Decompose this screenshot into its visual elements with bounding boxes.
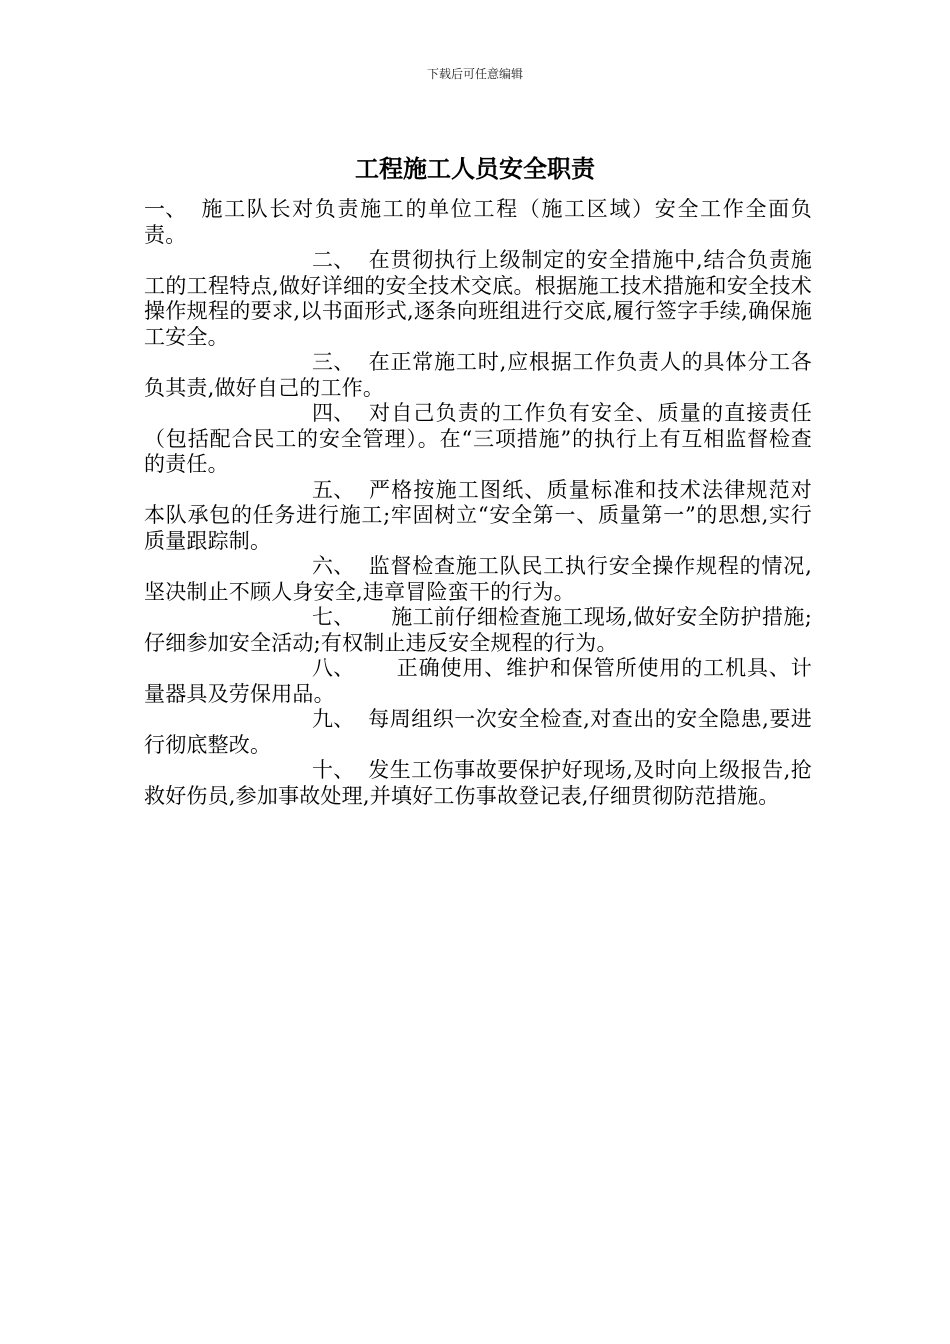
clause-3 [144,350,812,401]
clause-number: 九、 [312,707,355,731]
clause-number: 五、 [312,477,355,502]
clause-4 [144,401,812,478]
clause-text: 发生工伤事故要保护好现场,及时向上级报告,抢救好伤员,参加事故处理,并填好工伤事故登记表,仔细贯彻防范措施。 [144,758,812,808]
document-title: 工程施工人员安全职责 [355,154,595,183]
clause-number: 八、 [312,656,355,680]
clause-text: 严格按施工图纸、质量标准和技术法律规范对本队承包的任务进行施工;牢固树立“安全第一、质量第一”的思想,实行质量跟踪制。 [144,477,812,553]
clause-text: 对自己负责的工作负有安全、质量的直接责任（包括配合民工的安全管理）。在“三项措施”的执行上有互相监督检查的责任。 [144,401,812,476]
clause-number: 四、 [312,401,355,425]
clause-text: 监督检查施工队民工执行安全操作规程的情况,坚决制止不顾人身安全,违章冒险蛮干的行为。 [144,554,812,604]
clause-text: 每周组织一次安全检查,对查出的安全隐患,要进行彻底整改。 [144,707,812,757]
clause-number: 二、 [312,248,355,272]
clause-9 [144,707,812,758]
clause-8 [144,656,812,707]
clause-number: 一、 [144,197,187,221]
clause-text: 施工队长对负责施工的单位工程（施工区域）安全工作全面负责。 [144,197,812,247]
clause-2 [144,248,812,350]
clause-number: 十、 [312,758,355,782]
clause-7 [144,605,812,656]
clause-number: 七、 [312,605,355,629]
clause-5 [144,478,812,555]
clause-text: 施工前仔细检查施工现场,做好安全防护措施;仔细参加安全活动;有权制止违反安全规程的行为。 [144,605,812,655]
clause-1 [144,197,812,248]
clause-text: 在贯彻执行上级制定的安全措施中,结合负责施工的工程特点,做好详细的安全技术交底。根据施工技术措施和安全技术操作规程的要求,以书面形式,逐条向班组进行交底,履行签字手续,确保施工安全。 [144,248,812,349]
clause-number: 六、 [312,554,355,578]
document-body [144,197,812,809]
clause-number: 三、 [312,350,355,374]
clause-text: 在正常施工时,应根据工作负责人的具体分工各负其责,做好自己的工作。 [144,350,812,400]
clause-10 [144,758,812,809]
clause-6 [144,554,812,605]
clause-text: 正确使用、维护和保管所使用的工机具、计量器具及劳保用品。 [144,656,812,706]
page-header-note: 下载后可任意编辑 [426,67,523,81]
